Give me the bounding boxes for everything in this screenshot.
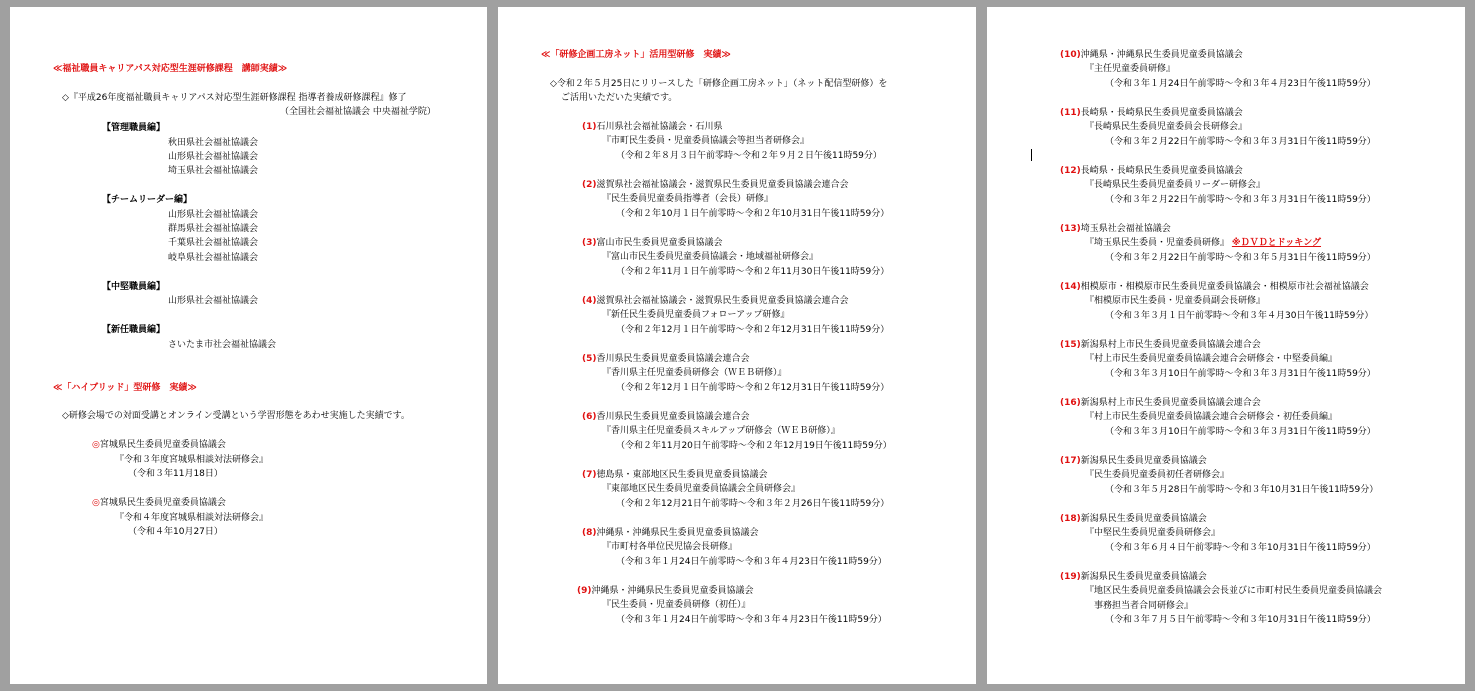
group-item: 山形県社会福祉協議会: [168, 152, 259, 162]
entry-title: 『令和４年度宮城県相談対法研修会』: [115, 513, 269, 523]
entry-date: （令和３年２月22日午前零時～令和３年３月31日午後11時59分）: [1105, 195, 1376, 205]
entry-date: （令和２年８月３日午前零時～令和２年９月２日午後11時59分）: [616, 151, 882, 161]
entry-org: (3)富山市民生委員児童委員協議会: [582, 238, 723, 248]
entry-title: 『地区民生委員児童委員協議会会長並びに市町村民生委員児童委員協議会: [1085, 586, 1383, 596]
group-item: 群馬県社会福祉協議会: [168, 224, 259, 234]
entry-title: 『中堅民生委員児童委員研修会』: [1085, 528, 1221, 538]
group-label: 【チームリーダー編】: [102, 195, 193, 205]
entry-date: （令和４年10月27日）: [128, 527, 223, 537]
entry-date: （令和３年１月24日午前零時～令和３年４月23日午後11時59分）: [1105, 79, 1376, 89]
entry-title: 『市町村各単位民児協会長研修』: [602, 542, 738, 552]
section-heading-career-path: ≪福祉職員キャリアパス対応型生涯研修課程 講師実績≫: [53, 64, 288, 74]
entry-date: （令和３年２月22日午前零時～令和３年３月31日午後11時59分）: [1105, 137, 1376, 147]
entry-date: （令和３年３月１日午前零時～令和３年４月30日午後11時59分）: [1105, 311, 1374, 321]
group-item: 山形県社会福祉協議会: [168, 296, 259, 306]
entry-title: 『民生委員児童委員初任者研修会』: [1085, 470, 1230, 480]
entry-org: (19)新潟県民生委員児童委員協議会: [1060, 572, 1207, 582]
entry-date: （令和３年７月５日午前零時～令和３年10月31日午後11時59分）: [1105, 615, 1376, 625]
intro-text: ご活用いただいた実績です。: [561, 93, 678, 103]
entry-title: 『民生委員・児童委員研修（初任）』: [602, 600, 751, 610]
entry-date: （令和３年１月24日午前零時～令和３年４月23日午後11時59分）: [616, 557, 887, 567]
entry-title: 『香川県主任児童委員スキルアップ研修会（ＷＥＢ研修）』: [602, 426, 840, 436]
entry-date: （令和３年３月10日午前零時～令和３年３月31日午後11時59分）: [1105, 369, 1376, 379]
entry-org: (2)滋賀県社会福祉協議会・滋賀県民生委員児童委員協議会連合会: [582, 180, 849, 190]
entry-title: 『新任民生委員児童委員フォローアップ研修』: [602, 310, 790, 320]
entry-date: （令和３年２月22日午前零時～令和３年５月31日午後11時59分）: [1105, 253, 1376, 263]
entry-org: (18)新潟県民生委員児童委員協議会: [1060, 514, 1207, 524]
entry-org: (9)沖縄県・沖縄県民生委員児童委員協議会: [577, 586, 754, 596]
entry-title: 『長崎県民生委員児童委員会長研修会』: [1085, 122, 1248, 132]
entry-org: ◎宮城県民生委員児童委員協議会: [92, 440, 226, 450]
entry-org: ◎宮城県民生委員児童委員協議会: [92, 498, 226, 508]
entry-title: 『長崎県民生委員児童委員リーダー研修会』: [1085, 180, 1266, 190]
entry-title: 『令和３年度宮城県相談対法研修会』: [115, 455, 269, 465]
entry-org: (8)沖縄県・沖縄県民生委員児童委員協議会: [582, 528, 759, 538]
entry-org: (13)埼玉県社会福祉協議会: [1060, 224, 1171, 234]
entry-date: （令和２年10月１日午前零時～令和２年10月31日午後11時59分）: [616, 209, 890, 219]
group-item: 秋田県社会福祉協議会: [168, 138, 259, 148]
entry-org: (16)新潟県村上市民生委員児童委員協議会連合会: [1060, 398, 1261, 408]
entry-date: （令和２年12月１日午前零時～令和２年12月31日午後11時59分）: [616, 383, 890, 393]
entry-org: (1)石川県社会福祉協議会・石川県: [582, 122, 723, 132]
entry-date: （令和２年11月20日午前零時～令和２年12月19日午後11時59分）: [616, 441, 892, 451]
group-item: 岐阜県社会福祉協議会: [168, 253, 259, 263]
entry-org: (15)新潟県村上市民生委員児童委員協議会連合会: [1060, 340, 1261, 350]
group-item: 埼玉県社会福祉協議会: [168, 166, 259, 176]
entry-title: 『市町民生委員・児童委員協議会等担当者研修会』: [602, 136, 810, 146]
entry-title: 『主任児童委員研修』: [1085, 64, 1176, 74]
entry-date: （令和３年３月10日午前零時～令和３年３月31日午後11時59分）: [1105, 427, 1376, 437]
entry-date: （令和３年５月28日午前零時～令和３年10月31日午後11時59分）: [1105, 485, 1379, 495]
entry-title: 『村上市民生委員児童委員協議会連合会研修会・初任委員編』: [1085, 412, 1338, 422]
entry-org: (12)長崎県・長崎県民生委員児童委員協議会: [1060, 166, 1243, 176]
entry-title: 『村上市民生委員児童委員協議会連合会研修会・中堅委員編』: [1085, 354, 1338, 364]
entry-date: （令和２年12月21日午前零時～令和３年２月26日午後11時59分）: [616, 499, 890, 509]
group-item: 千葉県社会福祉協議会: [168, 238, 259, 248]
group-label: 【中堅職員編】: [102, 282, 166, 292]
entry-date: （令和２年12月１日午前零時～令和２年12月31日午後11時59分）: [616, 325, 890, 335]
entry-date: （令和２年11月１日午前零時～令和２年11月30日午後11時59分）: [616, 267, 890, 277]
entry-date: （令和３年１月24日午前零時～令和３年４月23日午後11時59分）: [616, 615, 887, 625]
dvd-note: ※ＤＶＤとドッキング: [1231, 238, 1322, 248]
text-cursor: [1031, 149, 1032, 161]
entry-org: (17)新潟県民生委員児童委員協議会: [1060, 456, 1207, 466]
document-page-3: [987, 7, 1465, 684]
entry-title: 『東部地区民生委員児童委員協議会全員研修会』: [602, 484, 801, 494]
entry-title: 『相模原市民生委員・児童委員副会長研修』: [1085, 296, 1266, 306]
entry-title: 『香川県主任児童委員研修会（ＷＥＢ研修）』: [602, 368, 787, 378]
entry-org: (10)沖縄県・沖縄県民生委員児童委員協議会: [1060, 50, 1243, 60]
entry-org: (14)相模原市・相模原市民生委員児童委員協議会・相模原市社会福祉協議会: [1060, 282, 1369, 292]
intro-text-hybrid: ◇研修会場での対面受講とオンライン受講という学習形態をあわせ実施した実績です。: [62, 411, 410, 421]
entry-title: 『富山市民生委員児童委員協議会・地域福祉研修会』: [602, 252, 819, 262]
entry-date: （令和３年６月４日午前零時～令和３年10月31日午後11時59分）: [1105, 543, 1376, 553]
entry-org: (5)香川県民生委員児童委員協議会連合会: [582, 354, 750, 364]
document-page-1: [10, 7, 487, 684]
intro-org-text: （全国社会福祉協議会 中央福祉学院）: [280, 107, 436, 117]
section-heading-hybrid: ≪「ハイブリッド」型研修 実績≫: [53, 383, 197, 393]
intro-text: ◇令和２年５月25日にリリースした「研修企画工房ネット」（ネット配信型研修）を: [550, 79, 888, 89]
entry-org: (4)滋賀県社会福祉協議会・滋賀県民生委員児童委員協議会連合会: [582, 296, 849, 306]
group-label: 【新任職員編】: [102, 325, 166, 335]
group-item: さいたま市社会福祉協議会: [168, 340, 277, 350]
group-label: 【管理職員編】: [102, 123, 166, 133]
section-heading-net: ≪「研修企画工房ネット」活用型研修 実績≫: [541, 50, 731, 60]
group-item: 山形県社会福祉協議会: [168, 210, 259, 220]
entry-title: 『埼玉県民生委員・児童委員研修』 ※ＤＶＤとドッキング: [1085, 238, 1322, 248]
entry-org: (7)徳島県・東部地区民生委員児童委員協議会: [582, 470, 768, 480]
entry-title: 『民生委員児童委員指導者（会長）研修』: [602, 194, 774, 204]
intro-text: ◇『平成26年度福祉職員キャリアパス対応型生涯研修課程 指導者養成研修課程』修了: [62, 93, 407, 103]
entry-org: (11)長崎県・長崎県民生委員児童委員協議会: [1060, 108, 1243, 118]
entry-date: （令和３年11月18日）: [128, 469, 223, 479]
document-page-2: [498, 7, 976, 684]
entry-org: (6)香川県民生委員児童委員協議会連合会: [582, 412, 750, 422]
entry-title-continued: 事務担当者合同研修会』: [1094, 601, 1194, 611]
